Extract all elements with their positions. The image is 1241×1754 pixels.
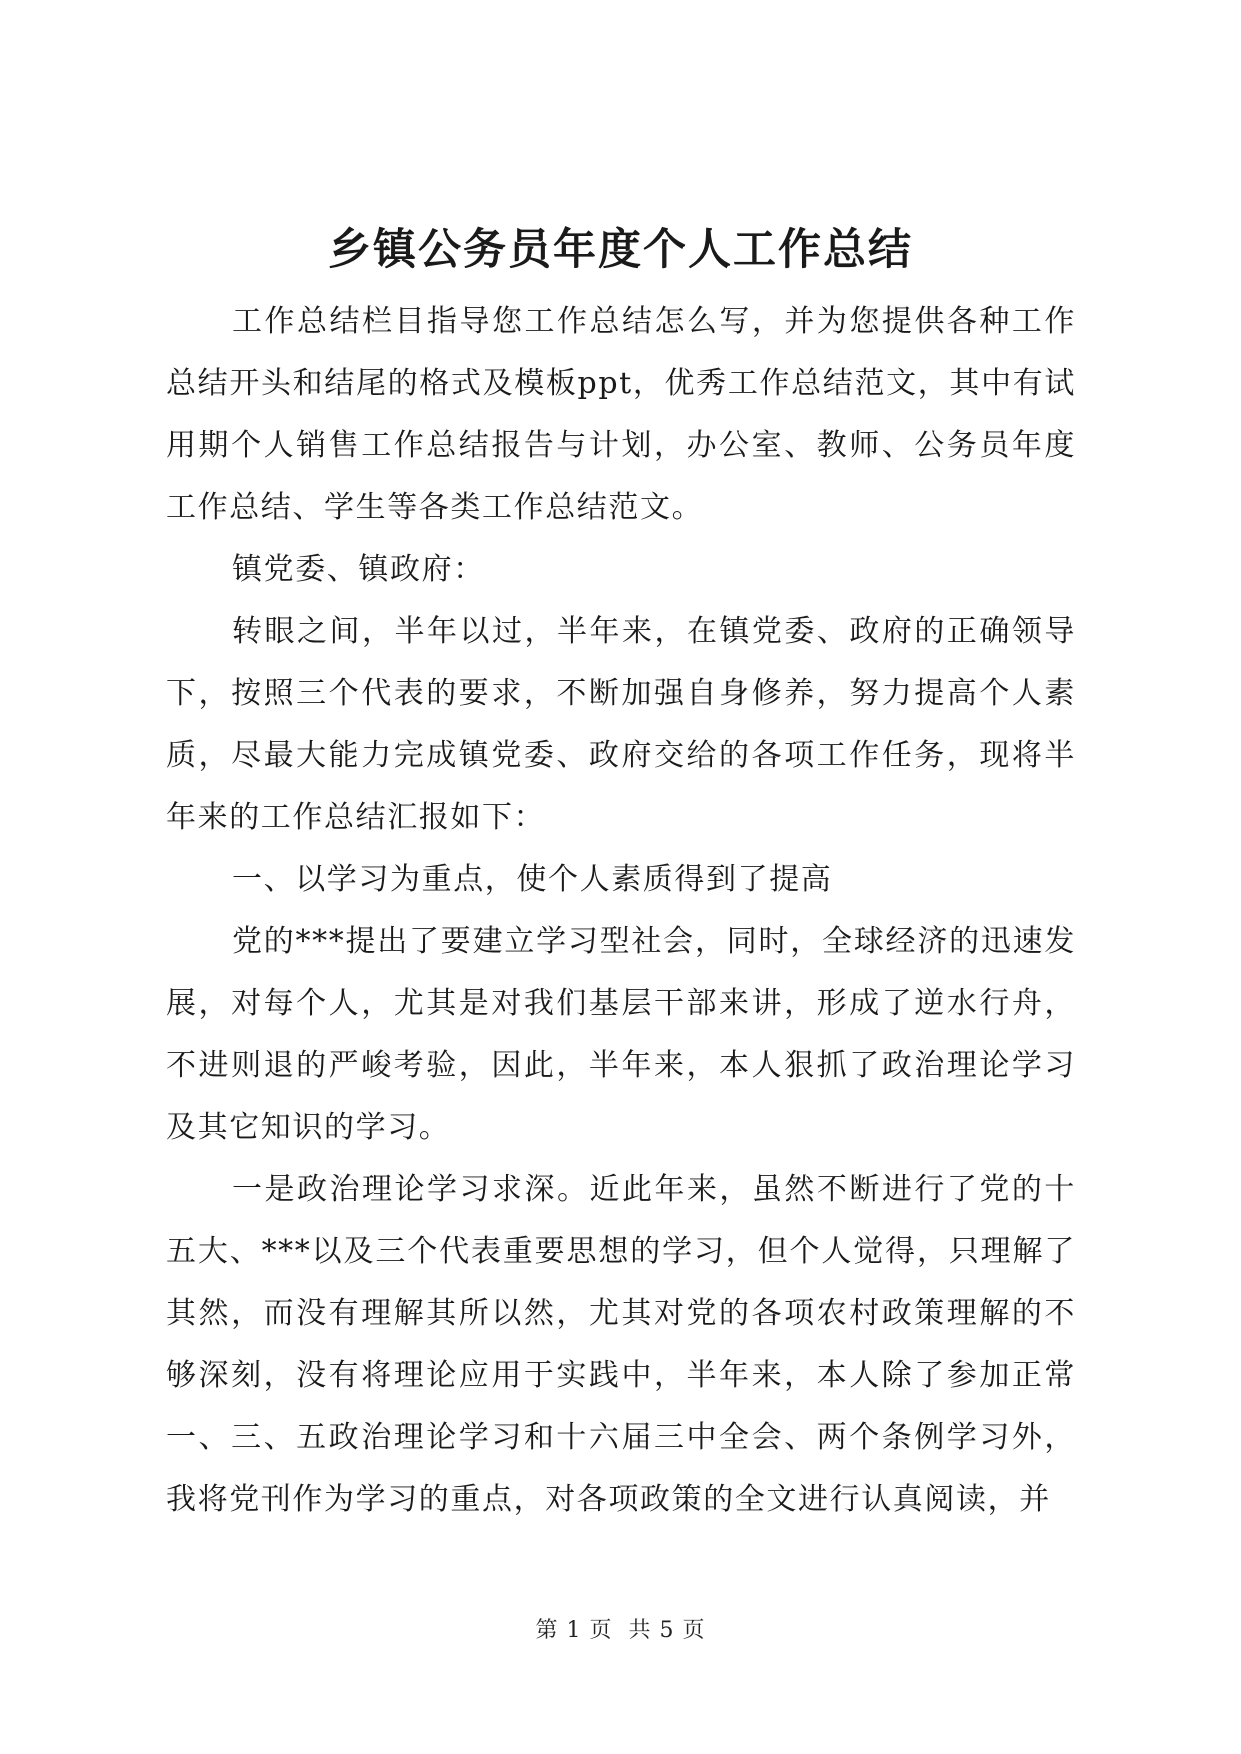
- paragraph-political-study: 一是政治理论学习求深。近此年来，虽然不断进行了党的十五大、***以及三个代表重要思想的学习，但个人觉得，只理解了其然，而没有理解其所以然，尤其对党的各项农村政策理解的不够深刻，没有将理论应用于实践中，半年来，本人除了参加正常一、三、五政治理论学习和十六届三中全会、两个条例学习外，我将党刊作为学习的重点，对各项政策的全文进行认真阅读，并: [166, 1172, 1076, 1517]
- section-heading-1: 一、以学习为重点，使个人素质得到了提高: [232, 862, 833, 897]
- document-title: 乡镇公务员年度个人工作总结: [328, 225, 913, 275]
- paragraph-section-1: 党的***提出了要建立学习型社会，同时，全球经济的迅速发展，对每个人，尤其是对我们基层干部来讲，形成了逆水行舟，不进则退的严峻考验，因此，半年来，本人狠抓了政治理论学习及其它知识的学习。: [166, 924, 1076, 1145]
- page-number: 第 1 页: [535, 1618, 613, 1643]
- paragraph-intro: 工作总结栏目指导您工作总结怎么写，并为您提供各种工作总结开头和结尾的格式及模板ppt，优秀工作总结范文，其中有试用期个人销售工作总结报告与计划，办公室、教师、公务员年度工作总结、学生等各类工作总结范文。: [166, 304, 1076, 525]
- paragraph-opening: 转眼之间，半年以过，半年来，在镇党委、政府的正确领导下，按照三个代表的要求，不断加强自身修养，努力提高个人素质，尽最大能力完成镇党委、政府交给的各项工作任务，现将半年来的工作总结汇报如下：: [166, 614, 1076, 835]
- page-total: 共 5 页: [628, 1618, 706, 1643]
- page-footer: [0, 1616, 1241, 1646]
- document-body: [166, 291, 1076, 1531]
- paragraph-salutation: 镇党委、镇政府：: [232, 552, 485, 587]
